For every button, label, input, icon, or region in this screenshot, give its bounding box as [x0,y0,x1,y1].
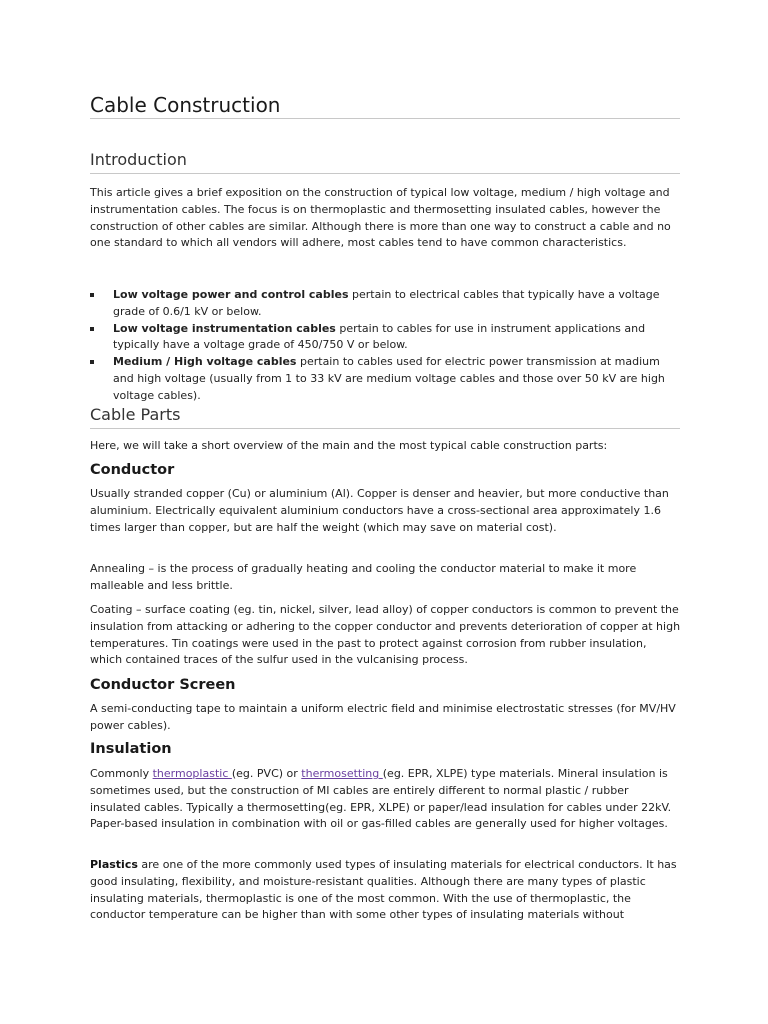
list-item-term: Low voltage instrumentation cables [113,321,336,335]
heading-conductor: Conductor [90,462,175,478]
thermoplastic-link[interactable]: thermoplastic [152,767,232,780]
heading-conductor-screen: Conductor Screen [90,677,236,693]
list-item [90,321,682,355]
list-item-term: Medium / High voltage cables [113,355,297,369]
insulation-text-prefix: Commonly [90,767,153,780]
heading-introduction: Introduction [90,150,680,174]
bullet-icon [90,293,94,297]
list-item-text: pertain to cables used for electric power transmission at madium and high voltage (usually from 1 to 33 kV are medium voltage cables and those over 50 kV are high voltage cables). [113,355,665,402]
bullet-icon [90,327,94,331]
page-title: Cable Construction [90,93,680,119]
insulation-text-mid: (eg. PVC) or [231,767,302,780]
conductor-screen-paragraph: A semi-conducting tape to maintain a uniform electric field and minimise electrostatic stresses (for MV/HV power cables). [90,702,676,732]
list-item [90,287,682,321]
conductor-paragraph-coating: Coating – surface coating (eg. tin, nickel, silver, lead alloy) of copper conductors is common to prevent the insulation from attacking or adhering to the copper conductor and prevents deterioration of copper at high temperatures. Tin coatings were used in the past to protect against corrosion from rubber insulation, which contained traces of the sulfur used in the vulcanising process. [90,603,681,667]
list-item-text: pertain to cables for use in instrument applications and typically have a voltage grade of 450/750 V or below. [113,321,646,352]
heading-insulation: Insulation [90,741,172,757]
plastics-text: are one of the more commonly used types of insulating materials for electrical conductors. It has good insulating, flexibility, and moisture-resistant qualities. Although there are many types of plastic insulating materials, thermoplastic is one of the most common. With the use of thermoplastic, the conductor temperature can be higher than with some other types of insulating materials without [90,858,677,922]
thermosetting-link[interactable]: thermosetting [301,767,383,780]
conductor-paragraph-1: Usually stranded copper (Cu) or aluminium (Al). Copper is denser and heavier, but more conductive than aluminium. Electrically equivalent aluminium conductors have a cross-sectional area approximately 1.6 times larger than copper, but are half the weight (which may save on material cost). [90,487,669,534]
list-item [90,354,682,404]
heading-cable-parts: Cable Parts [90,405,680,429]
list-item-term: Low voltage power and control cables [113,288,349,301]
cable-parts-paragraph: Here, we will take a short overview of the main and the most typical cable construction parts: [90,439,608,452]
insulation-paragraph-plastics [90,857,682,924]
cable-types-list [90,287,682,405]
insulation-text-rest: (eg. EPR, XLPE) type materials. Mineral insulation is sometimes used, but the construction of MI cables are entirely different to normal plastic / rubber insulated cables. Typically a thermosetting(eg. EPR, XLPE) or paper/lead insulation for cables under 22kV. Paper-based insulation in combination with oil or gas-filled cables are generally used for higher voltages. [90,767,672,831]
conductor-paragraph-annealing: Annealing – is the process of gradually heating and cooling the conductor material to make it more malleable and less brittle. [90,562,637,592]
bullet-icon [90,360,94,364]
list-item-text: pertain to electrical cables that typically have a voltage grade of 0.6/1 kV or below. [113,288,660,318]
plastics-term: Plastics [90,858,138,871]
intro-paragraph: This article gives a brief exposition on the construction of typical low voltage, medium / high voltage and instrumentation cables. The focus is on thermoplastic and thermosetting insulated cables, however the construction of other cables are similar. Although there is more than one way to construct a cable and no one standard to which all vendors will adhere, most cables tend to have common characteristics. [90,186,671,250]
insulation-paragraph-1 [90,766,682,833]
